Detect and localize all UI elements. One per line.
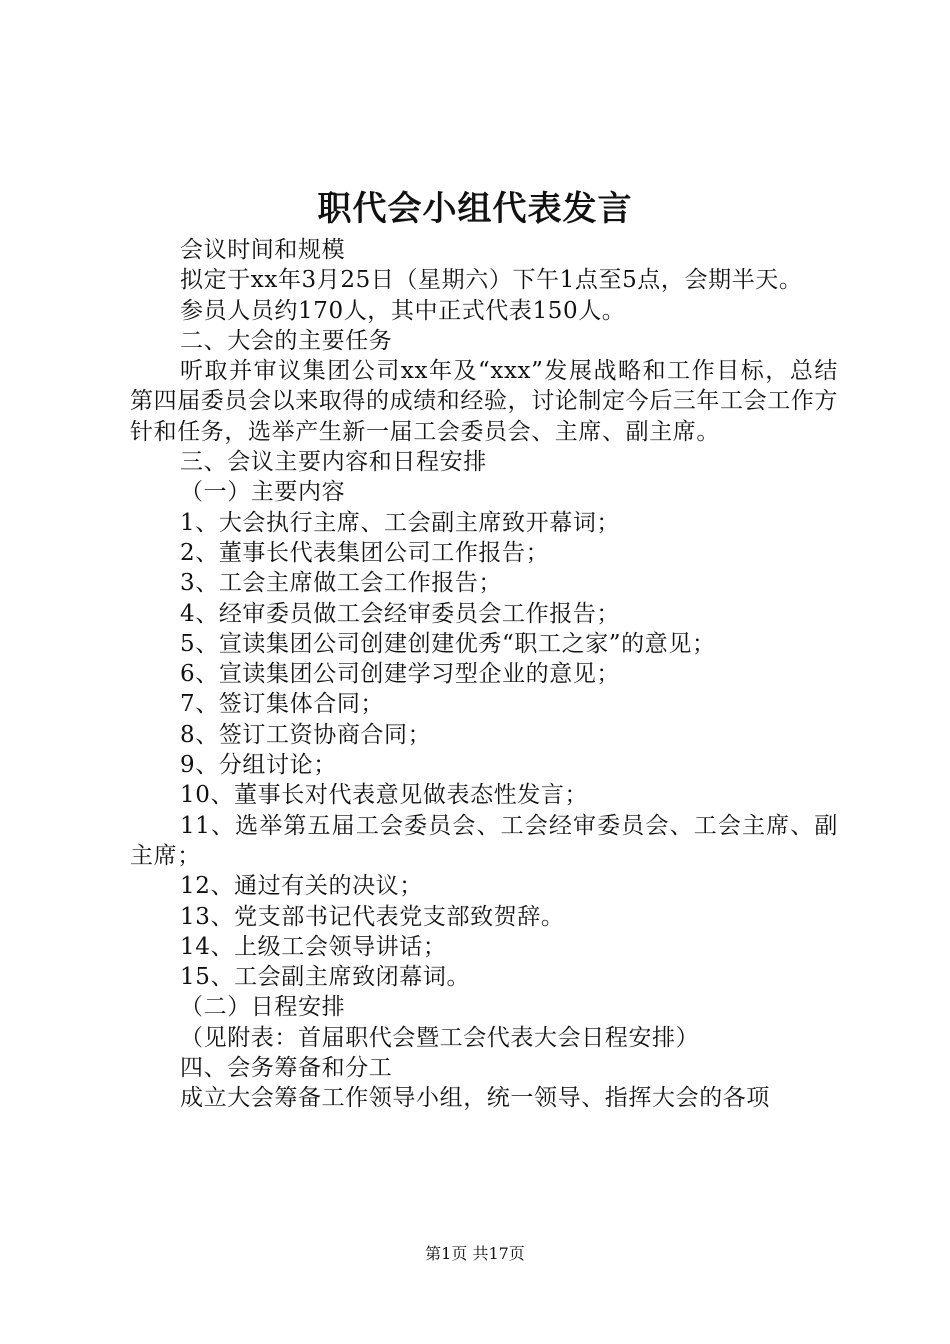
- list-item: 7、签订集体合同；: [180, 691, 385, 718]
- list-item: 2、董事长代表集团公司工作报告；: [180, 539, 550, 566]
- paragraph: 拟定于xx年3月25日（星期六）下午1点至5点，会期半天。: [180, 267, 803, 294]
- list-item: 15、工会副主席致闭幕词。: [180, 964, 471, 991]
- page-footer: 第1页 共17页: [425, 1244, 525, 1263]
- list-item: 4、经审委员做工会经审委员会工作报告；: [180, 600, 621, 627]
- document-title: 职代会小组代表发言: [317, 189, 633, 229]
- list-item: 3、工会主席做工会工作报告；: [180, 570, 503, 597]
- paragraph: 听取并审议集团公司xx年及“xxx”发展战略和工作目标，总结第四届委员会以来取得的成绩和经验，讨论制定今后三年工会工作方针和任务，选举产生新一届工会委员会、主席、副主席。: [130, 358, 838, 445]
- list-item: 6、宣读集团公司创建学习型企业的意见；: [180, 661, 621, 688]
- paragraph: 参员人员约170人，其中正式代表150人。: [180, 297, 626, 324]
- paragraph: 三、会议主要内容和日程安排: [180, 449, 487, 476]
- paragraph: （一）主要内容: [180, 479, 346, 506]
- list-item: 13、党支部书记代表党支部致贺辞。: [180, 903, 565, 930]
- paragraph: （二）日程安排: [180, 994, 346, 1021]
- paragraph: 成立大会筹备工作领导小组，统一领导、指挥大会的各项: [180, 1085, 770, 1112]
- paragraph: 二、大会的主要任务: [180, 327, 393, 354]
- document-body: [130, 235, 838, 1114]
- list-item: 12、通过有关的决议；: [180, 873, 423, 900]
- list-item: 1、大会执行主席、工会副主席致开幕词；: [180, 509, 621, 536]
- list-item: 14、上级工会领导讲话；: [180, 933, 447, 960]
- paragraph: 会议时间和规模: [180, 237, 346, 263]
- paragraph: （见附表：首届职代会暨工会代表大会日程安排）: [180, 1024, 700, 1051]
- list-item: 10、董事长对代表意见做表态性发言；: [180, 782, 589, 809]
- paragraph: 四、会务筹备和分工: [180, 1055, 393, 1082]
- list-item: 9、分组讨论；: [180, 752, 337, 779]
- list-item: 11、选举第五届工会委员会、工会经审委员会、工会主席、副主席；: [130, 812, 838, 869]
- list-item: 8、签订工资协商合同；: [180, 721, 432, 748]
- list-item: 5、宣读集团公司创建创建优秀“职工之家”的意见；: [180, 630, 716, 657]
